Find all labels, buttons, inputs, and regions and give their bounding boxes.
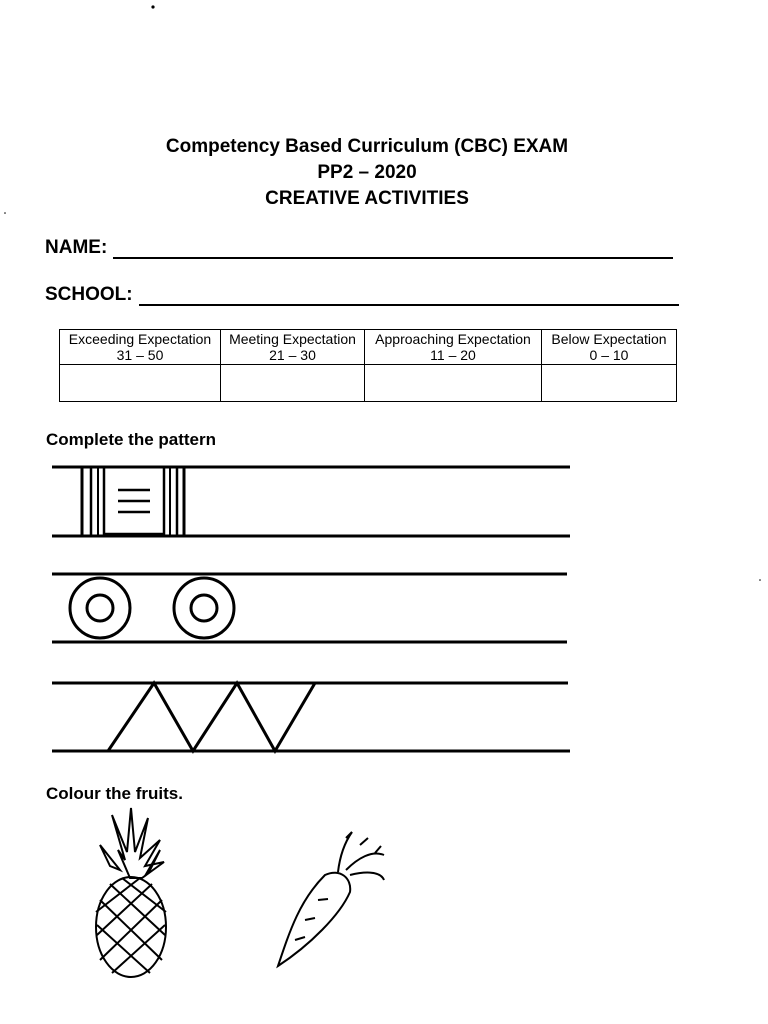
stray-mark xyxy=(4,212,6,214)
grade-range: 31 – 50 xyxy=(116,347,164,363)
grade-range: 0 – 10 xyxy=(589,347,629,363)
grade-label: Approaching Expectation xyxy=(375,331,531,347)
stray-mark xyxy=(759,579,761,581)
fruits-heading: Colour the fruits. xyxy=(46,784,183,803)
exam-title: Competency Based Curriculum (CBC) EXAM xyxy=(165,136,569,157)
name-label: NAME: xyxy=(45,237,108,258)
school-label: SCHOOL: xyxy=(45,284,133,305)
grade-range: 11 – 20 xyxy=(430,347,476,363)
carrot-image xyxy=(278,832,384,966)
grade-label: Exceeding Expectation xyxy=(68,331,212,347)
pattern-row-bars xyxy=(52,467,570,536)
pattern-row-circles xyxy=(52,574,567,642)
stray-mark xyxy=(151,5,154,8)
grade-label: Below Expectation xyxy=(551,331,667,347)
exam-subtitle: PP2 – 2020 xyxy=(317,162,417,183)
grade-range: 21 – 30 xyxy=(269,347,316,363)
pattern-row-zigzag xyxy=(52,683,570,751)
pineapple-image xyxy=(96,808,166,977)
pattern-heading: Complete the pattern xyxy=(46,430,217,449)
grade-label: Meeting Expectation xyxy=(229,331,356,347)
exam-subject: CREATIVE ACTIVITIES xyxy=(265,188,469,209)
